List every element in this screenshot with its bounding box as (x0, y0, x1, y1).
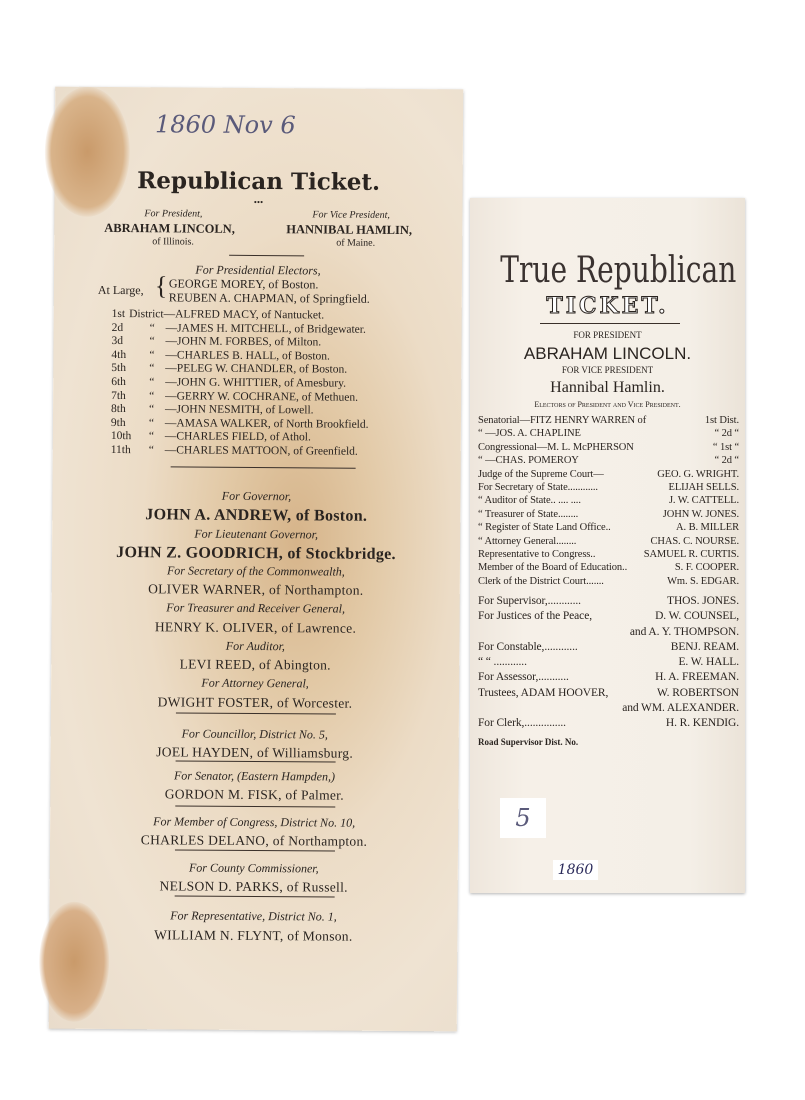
handwritten-year-label: 1860 (553, 860, 598, 880)
vp-name: Hannibal Hamlin. (550, 379, 665, 396)
handwritten-number-label: 5 (500, 798, 546, 838)
district-number: 5th (111, 362, 127, 375)
district-row (112, 323, 366, 336)
president-label: For President, (144, 208, 203, 220)
president-name: ABRAHAM LINCOLN, (104, 220, 235, 236)
office-label: For Treasurer and Receiver General, (166, 600, 346, 616)
ballot-row (478, 414, 739, 427)
office-text: For Assessor,........... (478, 671, 569, 684)
office-label: For Secretary of the Commonwealth, (166, 563, 345, 579)
elector-name: —GERRY W. COCHRANE, of Methuen. (165, 389, 359, 404)
candidate-name: JOHN Z. GOODRICH, of Stockbridge. (116, 544, 396, 563)
ballot-row (478, 454, 739, 467)
candidate-text: A. B. MILLER (676, 522, 739, 534)
president-label: FOR PRESIDENT (573, 330, 642, 340)
candidate-name: DWIGHT FOSTER, of Worcester. (157, 694, 353, 711)
office-text: Congressional—M. L. McPHERSON (478, 441, 634, 453)
office-label: For Auditor, (225, 638, 286, 654)
candidate-text: GEO. G. WRIGHT. (657, 468, 739, 480)
candidate-text: W. ROBERTSON (656, 686, 739, 699)
candidate-text: and A. Y. THOMPSON. (629, 625, 739, 638)
vp-label: For Vice President, (312, 209, 390, 221)
office-label: For Representative, District No. 1, (170, 908, 337, 924)
ballot-row (478, 521, 739, 534)
at-large-label: At Large, (97, 282, 144, 298)
candidate-text: “ 2d “ (714, 428, 739, 440)
candidate-text: CHAS. C. NOURSE. (650, 535, 739, 547)
ditto-mark: “ (149, 349, 155, 362)
candidate-text: “ 2d “ (714, 455, 739, 467)
candidate-name: NELSON D. PARKS, of Russell. (159, 878, 348, 895)
ticket-subtitle: TICKET. (546, 293, 669, 319)
ballot-row (478, 481, 739, 494)
vp-name: HANNIBAL HAMLIN, (286, 222, 413, 238)
office-text: Clerk of the District Court....... (478, 575, 604, 587)
candidate-text: D. W. COUNSEL, (655, 610, 739, 623)
electors-label: For Presidential Electors, (195, 262, 321, 278)
ballot-row (478, 686, 739, 701)
candidate-text: “ 1st “ (712, 441, 739, 453)
ballot-row (478, 594, 739, 609)
office-text: Representative to Congress.. (478, 549, 596, 561)
office-text: For Constable,............ (478, 640, 578, 653)
divider (175, 805, 335, 807)
office-text: “ —JOS. A. CHAPLINE (478, 428, 581, 440)
ballot-row (478, 655, 739, 670)
district-number: 4th (111, 348, 127, 361)
office-text: “ Attorney General........ (478, 535, 577, 547)
ticket-title: True Republican (500, 250, 737, 291)
office-text: For Supervisor,............ (478, 595, 581, 608)
candidate-name: LEVI REED, of Abington. (179, 656, 331, 673)
ditto-mark: “ (149, 335, 155, 348)
elector-name: —JOHN M. FORBES, of Milton. (165, 335, 322, 349)
district-number: 3d (111, 335, 124, 348)
ballot-row (478, 625, 739, 640)
ballot-row (478, 441, 739, 454)
candidate-text: H. A. FREEMAN. (655, 671, 739, 684)
ticket-title: Republican Ticket. (137, 167, 381, 196)
ballot-row (478, 468, 739, 481)
ditto-mark: “ (148, 430, 155, 443)
vp-label: FOR VICE PRESIDENT (561, 365, 654, 375)
ballot-row (478, 494, 739, 507)
elector-name: —JAMES H. MITCHELL, of Bridgewater. (165, 321, 366, 336)
elector-name: —JOHN G. WHITTIER, of Amesbury. (165, 376, 347, 390)
district-row (111, 404, 314, 417)
ballot-row (478, 670, 739, 685)
office-text: “ Auditor of State.. .... .... (478, 495, 581, 507)
road-supervisor-line: Road Supervisor Dist. No. (478, 737, 579, 748)
candidate-text: BENJ. REAM. (670, 640, 739, 653)
district-row (111, 350, 330, 363)
divider (171, 466, 356, 468)
ballot-row (478, 640, 739, 655)
candidate-name: OLIVER WARNER, of Northampton. (148, 581, 364, 598)
divider (175, 895, 335, 897)
republican-ticket-ballot (49, 87, 464, 1032)
district-row (111, 431, 311, 444)
candidate-text: H. R. KENDIG. (665, 716, 739, 729)
candidate-text: J. W. CATTELL. (668, 495, 739, 507)
divider (176, 712, 336, 714)
elector-at-large: REUBEN A. CHAPMAN, of Springfield. (168, 290, 370, 306)
office-label: For County Commissioner, (188, 860, 319, 876)
elector-name: —PELEG W. CHANDLER, of Boston. (165, 362, 348, 377)
office-label: For Senator, (Eastern Hampden,) (173, 768, 336, 784)
ballot-row (478, 609, 739, 624)
ballot-row (478, 716, 739, 731)
district-number: 10th (110, 430, 132, 443)
ditto-mark: “ (148, 403, 155, 416)
district-number: 1st (111, 307, 126, 321)
office-text: Judge of the Supreme Court— (478, 468, 604, 480)
office-text: For Clerk,............... (478, 716, 566, 729)
divider (176, 760, 336, 762)
district-number: 8th (111, 403, 126, 416)
president-state: of Illinois. (152, 236, 194, 248)
elector-name: —CHARLES B. HALL, of Boston. (165, 349, 330, 363)
office-label: For Attorney General, (201, 675, 309, 691)
elector-name: —CHARLES FIELD, of Athol. (164, 430, 311, 444)
candidate-text: 1st Dist. (704, 415, 739, 426)
ballot-row (478, 575, 739, 588)
district-row (112, 309, 324, 322)
ditto-mark: “ (149, 376, 155, 389)
candidate-text: and WM. ALEXANDER. (622, 701, 739, 714)
candidate-name: JOEL HAYDEN, of Williamsburg. (156, 744, 354, 761)
office-text: Member of the Board of Education.. (478, 562, 628, 574)
district-number: 7th (111, 389, 126, 402)
ballot-row (478, 427, 739, 440)
office-text: “ —CHAS. POMEROY (478, 455, 579, 467)
candidate-text: SAMUEL R. CURTIS. (643, 549, 739, 561)
district-row (111, 445, 358, 458)
candidate-name: CHARLES DELANO, of Northampton. (140, 832, 368, 849)
office-text: For Justices of the Peace, (478, 610, 592, 623)
candidate-text: ELIJAH SELLS. (668, 482, 739, 494)
candidate-text: S. F. COOPER. (674, 562, 739, 574)
candidate-text: E. W. HALL. (678, 656, 739, 669)
office-label: For Councillor, District No. 5, (181, 726, 328, 742)
district-number: 2d (111, 321, 124, 334)
district-number: 11th (110, 443, 131, 457)
district-row (111, 377, 346, 390)
president-name: ABRAHAM LINCOLN. (523, 344, 692, 363)
candidate-name: JOHN A. ANDREW, of Boston. (145, 506, 368, 525)
elector-name: —ALFRED MACY, of Nantucket. (163, 308, 325, 322)
candidate-name: GORDON M. FISK, of Palmer. (164, 786, 344, 803)
ditto-mark: “ (149, 389, 155, 402)
candidate-name: WILLIAM N. FLYNT, of Monson. (154, 927, 353, 944)
candidate-list (478, 414, 739, 749)
candidate-text: JOHN W. JONES. (662, 508, 739, 520)
office-text: Senatorial—FITZ HENRY WARREN of (478, 415, 647, 426)
true-republican-ticket-ballot (470, 198, 745, 893)
district-number: 9th (110, 416, 126, 429)
candidate-text: THOS. JONES. (667, 595, 739, 608)
ballot-row (478, 508, 739, 521)
ballot-row (478, 548, 739, 561)
office-text: “ “ ............ (478, 656, 527, 669)
district-row (111, 363, 347, 376)
handwritten-date: 1860 Nov 6 (154, 110, 296, 140)
ditto-mark: District (129, 308, 164, 321)
ditto-mark: “ (149, 321, 155, 334)
divider (540, 323, 680, 324)
elector-name: —CHARLES MATTOON, of Greenfield. (164, 444, 358, 458)
elector-name: —JOHN NESMITH, of Lowell. (164, 403, 314, 417)
district-row (111, 418, 369, 431)
office-text: “ Register of State Land Office.. (478, 522, 611, 534)
vp-state: of Maine. (336, 237, 376, 249)
ditto-mark: “ (149, 362, 155, 375)
ballot-row (478, 701, 739, 716)
brace: { (154, 271, 168, 301)
office-text: Trustees, ADAM HOOVER, (478, 686, 609, 699)
district-row (111, 336, 321, 349)
ditto-mark: “ (148, 417, 155, 430)
office-label: For Lieutenant Governor, (194, 526, 319, 542)
office-text: For Secretary of State............ (478, 482, 598, 494)
ballot-row (478, 561, 739, 574)
office-label: For Governor, (221, 488, 292, 504)
elector-at-large: GEORGE MOREY, of Boston. (168, 276, 319, 292)
candidate-name: HENRY K. OLIVER, of Lawrence. (154, 619, 357, 636)
divider (229, 255, 304, 257)
electors-label: Electors of President and Vice President. (534, 400, 681, 409)
elector-name: —AMASA WALKER, of North Brookfield. (164, 417, 369, 431)
candidate-text: Wm. S. EDGAR. (667, 575, 739, 587)
ballot-row (478, 535, 739, 548)
ditto-mark: “ (148, 444, 154, 457)
office-text: “ Treasurer of State........ (478, 508, 579, 520)
office-label: For Member of Congress, District No. 10, (153, 814, 356, 830)
district-row (111, 391, 358, 404)
divider (175, 849, 335, 851)
district-number: 6th (111, 375, 126, 389)
ornament: ••• (253, 196, 264, 208)
